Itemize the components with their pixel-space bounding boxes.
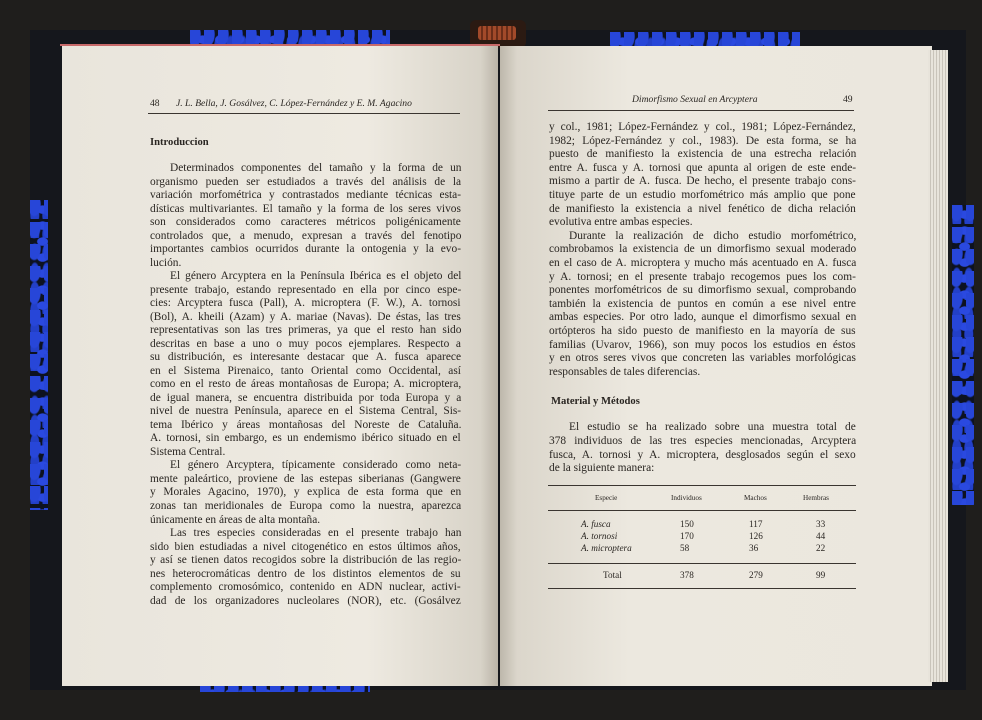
text-line: controlados que, a menudo, expresan a través del fenotipo bbox=[150, 229, 462, 242]
marbled-top-right bbox=[610, 32, 800, 46]
text-line: de igual manera, se encuentra distribuida por toda Europa y a bbox=[150, 391, 462, 404]
text-line: cies: Arcyptera fusca (Pall), A. microptera (F. W.), A. tornosi bbox=[150, 297, 461, 310]
table-cell-hembras: 44 bbox=[816, 531, 826, 541]
page-edges bbox=[928, 50, 948, 682]
text-line: zonas tan meridionales de Europa como la nuestra, aparezca bbox=[150, 500, 462, 512]
table-cell-individuos: 170 bbox=[680, 531, 694, 541]
table-rule-total bbox=[548, 563, 856, 564]
table-cell-species: A. fusca bbox=[581, 519, 611, 529]
text-line: únicamente en áreas de alta montaña. bbox=[150, 513, 321, 526]
text-line: A. tornosi, sin embargo, es un endemismo ibérico situado en el bbox=[150, 432, 461, 445]
text-line: descritas en base a uno o muy pocos ejemplares. Respecto a bbox=[150, 337, 461, 350]
table-rule-mid bbox=[548, 510, 856, 511]
text-line: y col., 1981; López-Fernández y col., 1981; López-Fernández, bbox=[549, 121, 856, 133]
text-line: de la siguiente manera: bbox=[549, 462, 655, 475]
table-cell-machos: 126 bbox=[749, 531, 763, 541]
table-rule-bottom bbox=[548, 588, 856, 589]
text-line: en el Sistema Pirenaico, tanto Oriental como Occidental, así bbox=[150, 364, 461, 377]
table-cell-hembras: 33 bbox=[816, 519, 826, 529]
text-line: mismo a partir de A. fusca. De hecho, el presente trabajo cons- bbox=[549, 175, 856, 188]
text-line: entre A. fusca y A. tornosi que apunta al origen de este ende- bbox=[549, 161, 857, 174]
text-line: puesto de manifiesto la existencia de una estrecha relación bbox=[549, 148, 857, 161]
text-line: presente trabajo, estando representado en ella por cinco espe- bbox=[150, 283, 462, 296]
table-header-machos: Machos bbox=[744, 494, 767, 502]
text-line: importantes cambios ocurridos durante la ontogenia y la evo- bbox=[150, 243, 461, 256]
page-number-left: 48 bbox=[150, 98, 160, 109]
text-line: como en el resto de áreas montañosas de Europa; A. microptera, bbox=[150, 378, 462, 391]
text-line: Sistema Central. bbox=[150, 445, 226, 458]
text-line: complemento cromosómico, contenido en ADN nuclear, activi- bbox=[150, 581, 461, 594]
table-cell-species: A. tornosi bbox=[581, 531, 618, 541]
text-line: de manifiesto la existencia a nivel fenético de dicha relación bbox=[549, 202, 856, 215]
text-line: combrobamos la existencia de un dimorfismo sexual moderado bbox=[549, 243, 857, 256]
running-head-left: J. L. Bella, J. Gosálvez, C. López-Fernández y E. M. Agacino bbox=[176, 98, 412, 109]
text-line: son considerados como caracteres métricos poligénicamente bbox=[150, 216, 461, 229]
text-line: en el caso de A. microptera y mucho más acentuado en A. fusca bbox=[549, 257, 857, 269]
text-line: representativas son las tres primeras, ya que el resto han sido bbox=[150, 324, 462, 337]
page-number-right: 49 bbox=[843, 94, 853, 105]
table-cell-individuos: 58 bbox=[680, 543, 690, 553]
text-line: familias (Uvarov, 1966), son muy pocos los estudios en éstos bbox=[549, 338, 856, 351]
text-line: tituye parte de un estudio morfométrico más amplio que pone bbox=[549, 189, 856, 201]
text-line: El género Arcyptera en la Península Ibérica es el objeto del bbox=[170, 270, 462, 283]
text-line: ambas especies. Por otro lado, aunque el dimorfismo sexual en bbox=[549, 311, 857, 324]
running-head-right: Dimorfismo Sexual en Arcyptera bbox=[632, 94, 758, 105]
table-cell-machos: 117 bbox=[749, 519, 763, 529]
section-title-introduccion: Introduccion bbox=[150, 137, 209, 148]
text-line: El género Arcyptera, típicamente considerado como neta- bbox=[170, 459, 462, 472]
text-line: y así se tienen datos recogidos sobre la distribución de las regio- bbox=[150, 554, 462, 567]
text-line: lución. bbox=[150, 256, 182, 269]
table-total-machos: 279 bbox=[749, 570, 763, 580]
text-line: y A. tornosi; en el presente trabajo recogemos pues los com- bbox=[549, 270, 856, 283]
header-rule-left bbox=[148, 113, 460, 114]
section-title-material-metodos: Material y Métodos bbox=[551, 396, 640, 407]
text-line: ortópteros ha sido puesto de manifiesto en la mayoría de sus bbox=[549, 325, 856, 337]
text-line: ponentes morfométricos de su dimorfismo sexual, comprobando bbox=[549, 284, 857, 297]
text-line: nes heterocromáticas dentro de los distintos elementos de su bbox=[150, 567, 461, 580]
text-line: tema Ibérico y áreas montañosas del Noreste de Cataluña. bbox=[150, 418, 462, 431]
table-header-especie: Especie bbox=[595, 494, 618, 502]
page-edge-red bbox=[60, 44, 500, 46]
text-line: variación morfométrica y contrastados mediante técnicas esta- bbox=[150, 189, 462, 202]
text-line: mente paleártico, proviene de las estepas siberianas (Gangwere bbox=[150, 472, 461, 485]
text-line: fusca, A. tornosi y A. microptera, desglosados según el sexo bbox=[549, 448, 856, 461]
text-line: dísticas multivariantes. El tamaño y la forma de los seres vivos bbox=[150, 202, 461, 215]
table-cell-hembras: 22 bbox=[816, 543, 826, 553]
marbled-endpaper-right bbox=[952, 205, 974, 505]
text-line: Las tres especies consideradas en el presente trabajo han bbox=[170, 527, 462, 540]
text-line: 1982; López-Fernández y col., 1983). De esta forma, se ha bbox=[549, 134, 857, 147]
text-line: sido bien estudiadas a nivel citogenético en estos últimos años, bbox=[150, 540, 461, 553]
text-line: su distribución, es interesante destacar que A. fusca aparece bbox=[150, 351, 461, 364]
table-header-hembras: Hembras bbox=[803, 494, 829, 502]
header-rule-right bbox=[548, 110, 854, 111]
text-line: nivel de nuestra Península, aparece en el Sistema Central, Sis- bbox=[150, 405, 462, 418]
table-total-label: Total bbox=[603, 570, 622, 580]
marbled-endpaper-left bbox=[30, 200, 48, 510]
text-line: (Bol), A. kheili (Azam) y A. mariae (Navas). De éstas, las tres bbox=[150, 310, 461, 323]
text-line: también la existencia de puntos en común a ese nivel entre bbox=[549, 297, 856, 310]
text-line: El estudio se ha realizado sobre una muestra total de bbox=[569, 421, 856, 433]
marbled-top-left bbox=[190, 30, 390, 44]
table-header-individuos: Individuos bbox=[671, 494, 702, 502]
text-line: organismo pueden ser estudiados a través del análisis de la bbox=[150, 175, 462, 188]
text-line: Determinados componentes del tamaño y la forma de un bbox=[170, 162, 462, 174]
table-rule-top bbox=[548, 485, 856, 486]
text-line: y Morales Agacino, 1970), y explica de esta forma que en bbox=[150, 486, 462, 499]
text-line: 378 individuos de las tres especies mencionadas, Arcyptera bbox=[549, 434, 857, 447]
table-cell-machos: 36 bbox=[749, 543, 759, 553]
spine-headband bbox=[478, 26, 516, 40]
table-total-individuos: 378 bbox=[680, 570, 694, 580]
text-line: Durante la realización de dicho estudio morfométrico, bbox=[569, 229, 857, 242]
table-cell-species: A. microptera bbox=[581, 543, 632, 553]
text-line: y en otros seres vivos que concreten las variables morfológicas bbox=[549, 352, 856, 365]
text-line: responsables de tales diferencias. bbox=[549, 365, 701, 378]
text-line: dad de los organizadores nucleolares (NOR), etc. (Gosálvez bbox=[150, 594, 461, 607]
text-line: evolutiva entre ambas especies. bbox=[549, 216, 693, 229]
table-total-hembras: 99 bbox=[816, 570, 826, 580]
table-cell-individuos: 150 bbox=[680, 519, 694, 529]
